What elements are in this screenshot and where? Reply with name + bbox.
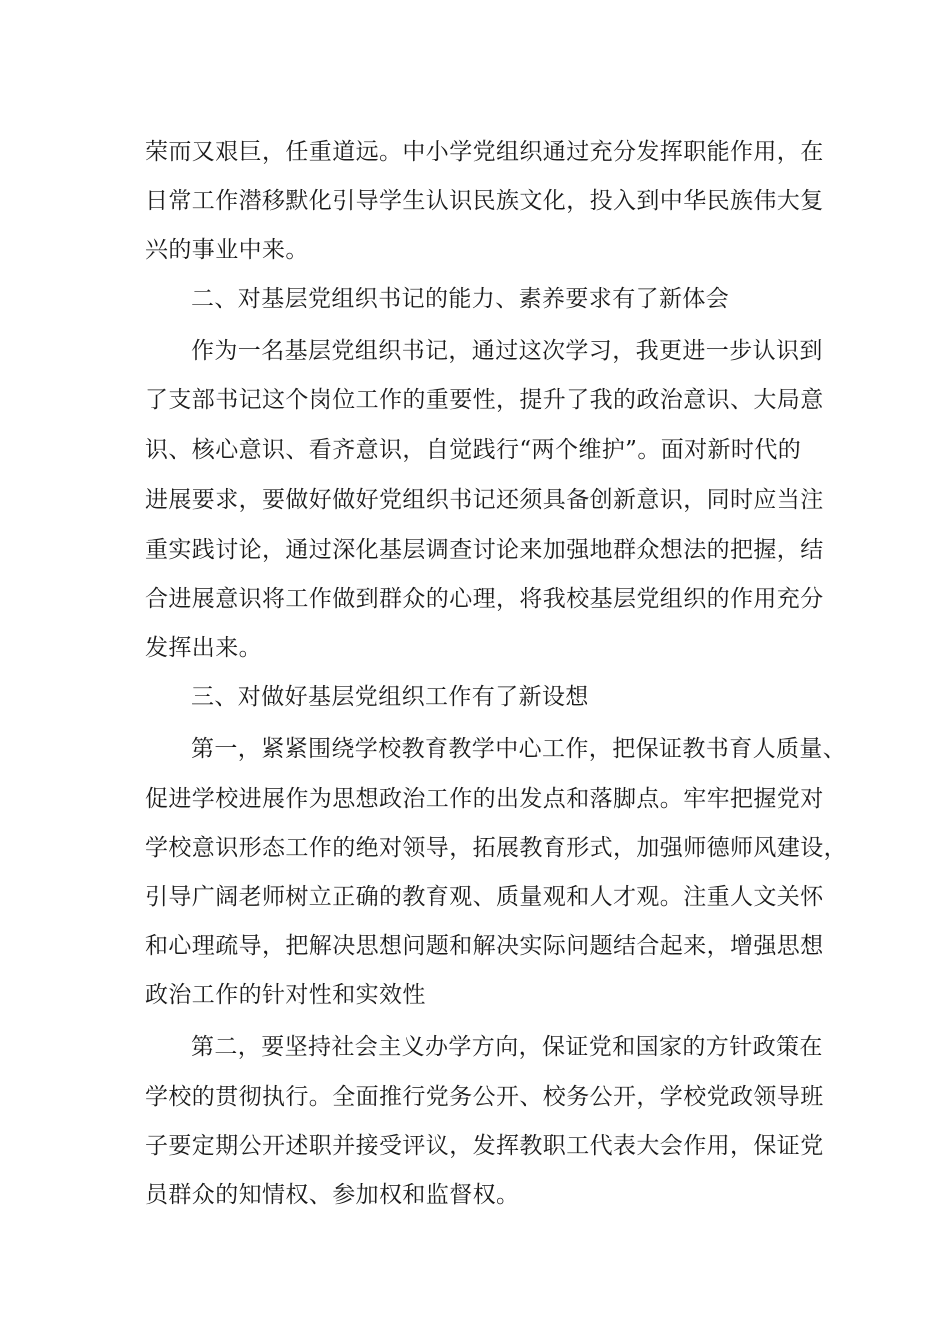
text-line: 日常工作潜移默化引导学生认识民族文化，投入到中华民族伟大复 (145, 188, 824, 214)
section-heading-3: 三、对做好基层党组织工作有了新设想 (191, 684, 589, 710)
text-line: 兴的事业中来。 (145, 237, 309, 263)
text-line: 学校的贯彻执行。全面推行党务公开、校务公开，学校党政领导班 (145, 1084, 824, 1110)
text-line: 进展要求，要做好做好党组织书记还须具备创新意识，同时应当注 (145, 487, 824, 513)
section-heading-2: 二、对基层党组织书记的能力、素养要求有了新体会 (191, 286, 730, 312)
text-line: 第二，要坚持社会主义办学方向，保证党和国家的方针政策在 (191, 1034, 823, 1060)
text-line: 促进学校进展作为思想政治工作的出发点和落脚点。牢牢把握党对 (145, 786, 824, 812)
text-line: 第一，紧紧围绕学校教育教学中心工作，把保证教书育人质量、 (191, 736, 847, 762)
text-line: 合进展意识将工作做到群众的心理，将我校基层党组织的作用充分 (145, 586, 824, 612)
text-line: 子要定期公开述职并接受评议，发挥教职工代表大会作用，保证党 (145, 1133, 824, 1159)
text-line: 荣而又艰巨，任重道远。中小学党组织通过充分发挥职能作用，在 (145, 139, 824, 165)
text-line: 政治工作的针对性和实效性 (145, 982, 426, 1008)
text-line: 和心理疏导，把解决思想问题和解决实际问题结合起来，增强思想 (145, 933, 824, 959)
text-line: 识、核心意识、看齐意识，自觉践行“两个维护”。面对新时代的 (145, 437, 802, 463)
text-line: 学校意识形态工作的绝对领导，拓展教育形式，加强师德师风建设， (145, 835, 847, 861)
text-line: 作为一名基层党组织书记，通过这次学习，我更进一步认识到 (191, 338, 823, 364)
text-line: 了支部书记这个岗位工作的重要性，提升了我的政治意识、大局意 (145, 387, 824, 413)
text-line: 发挥出来。 (145, 635, 262, 661)
text-line: 重实践讨论，通过深化基层调查讨论来加强地群众想法的把握，结 (145, 537, 824, 563)
text-line: 引导广阔老师树立正确的教育观、质量观和人才观。注重人文关怀 (145, 884, 824, 910)
text-line: 员群众的知情权、参加权和监督权。 (145, 1182, 520, 1208)
